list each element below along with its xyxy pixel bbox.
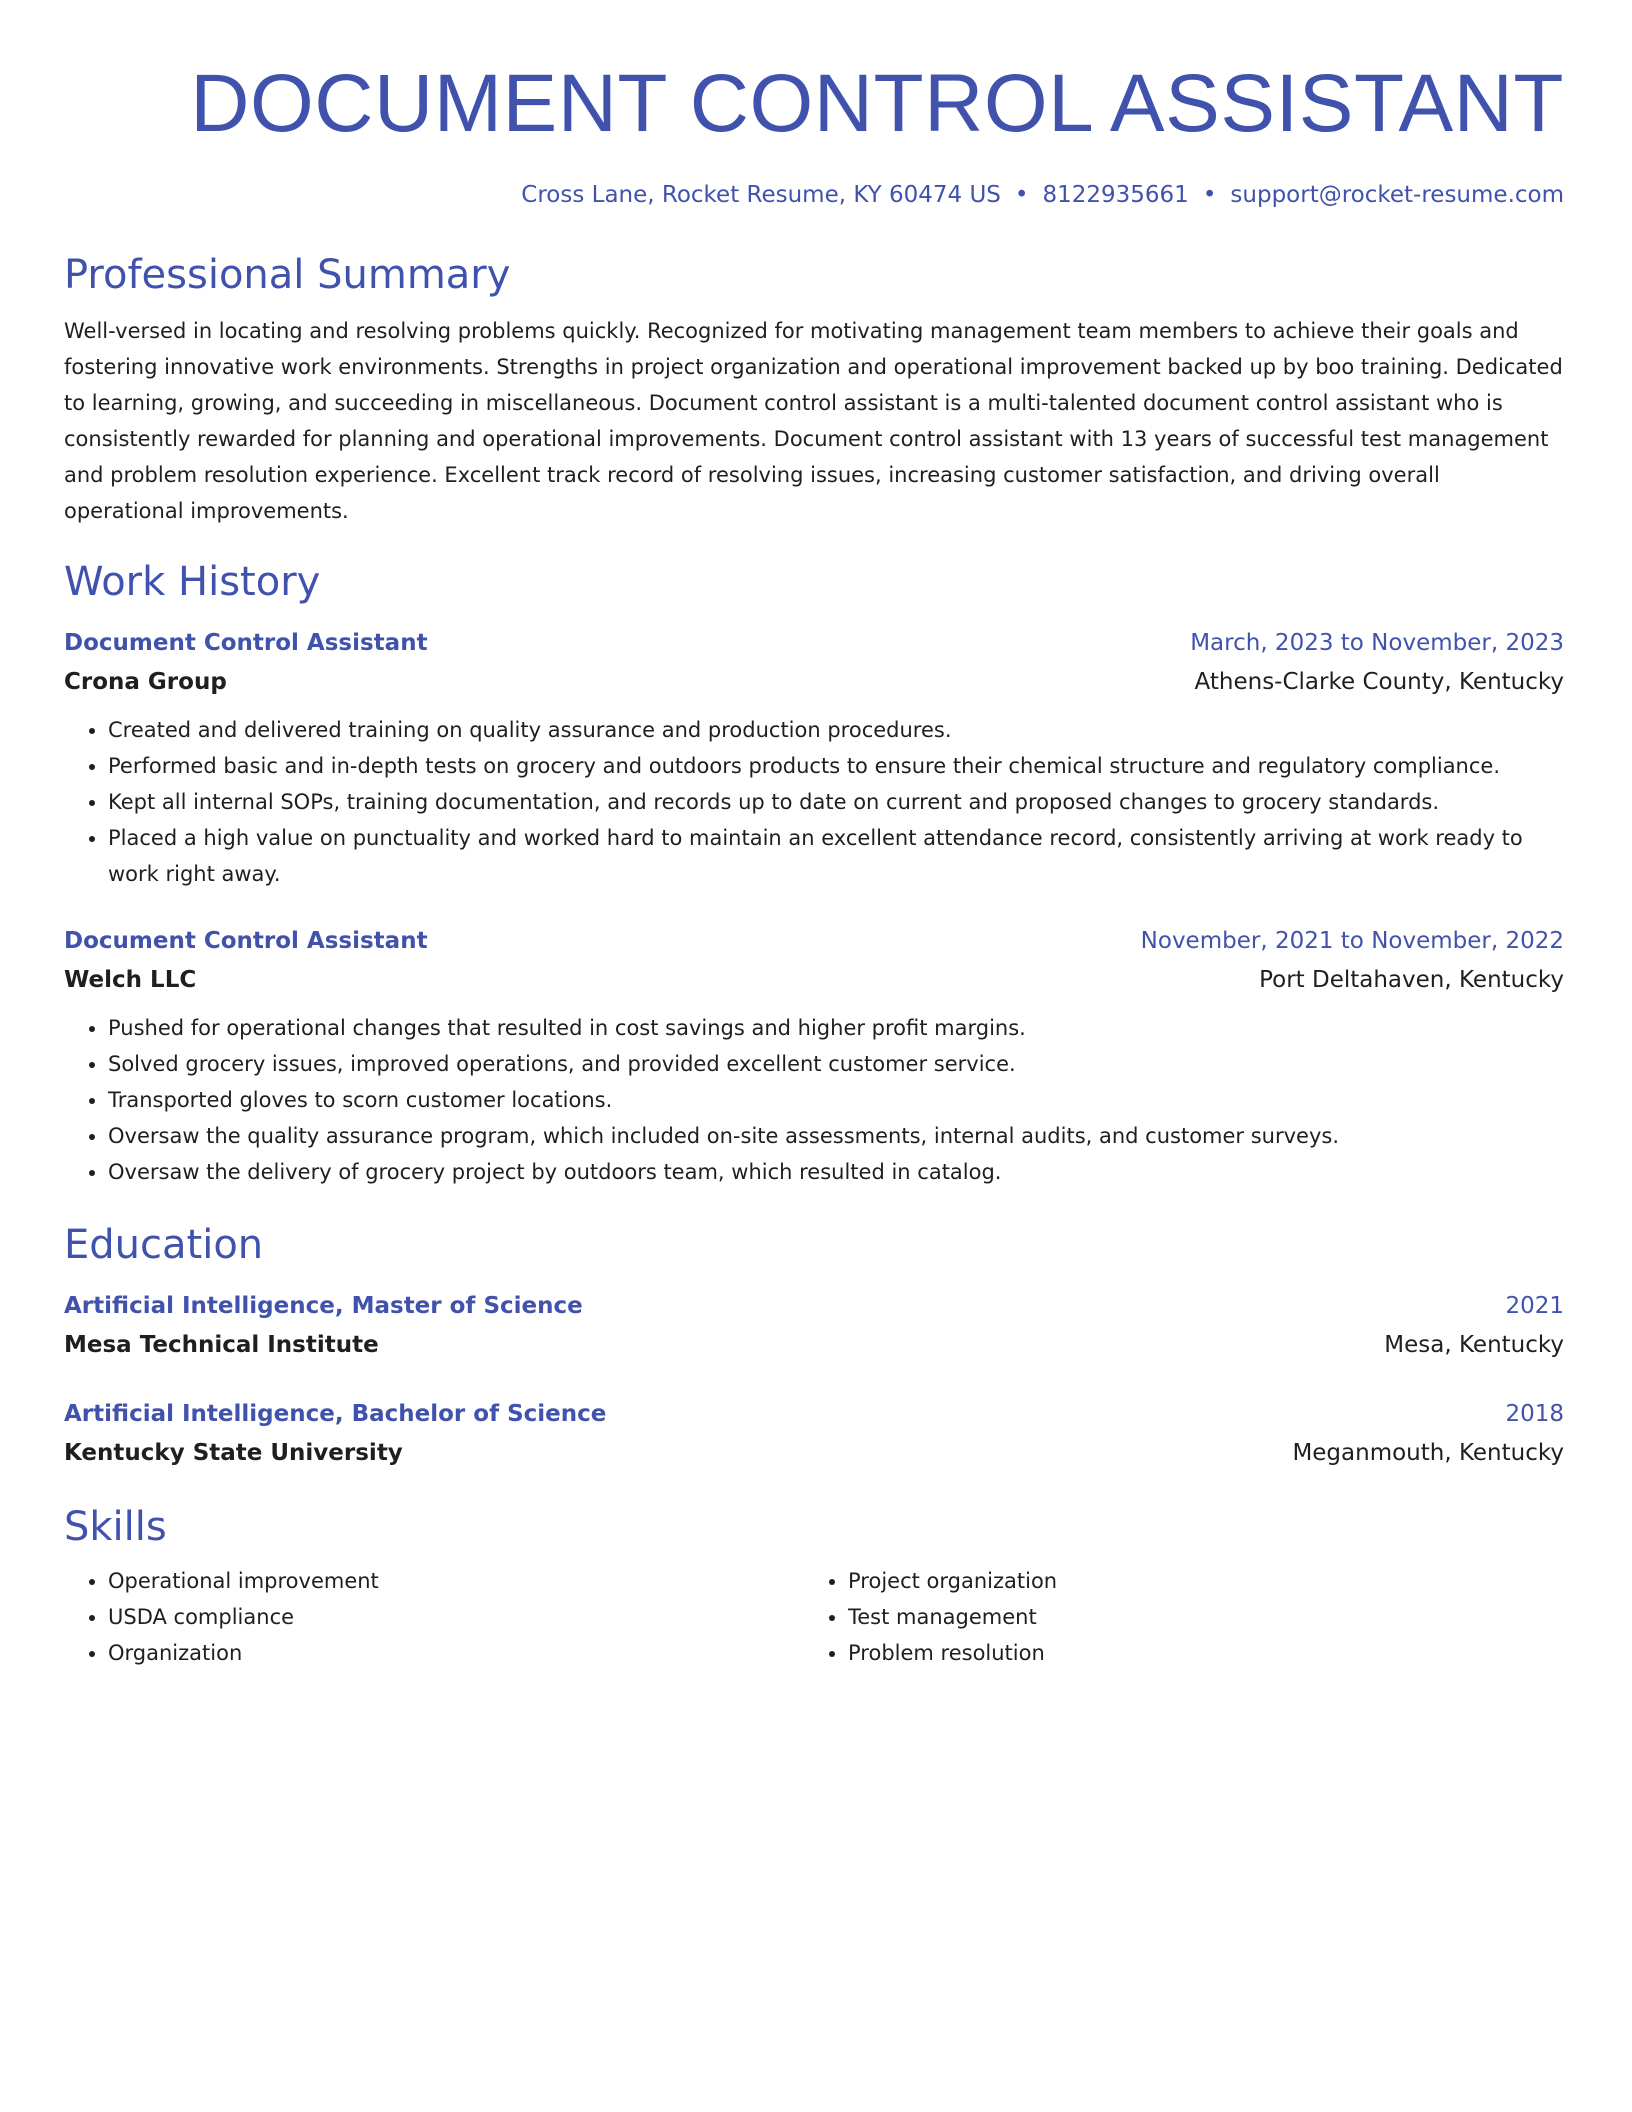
job-dates: March, 2023 to November, 2023 xyxy=(1190,630,1564,656)
skill-item: • Organization xyxy=(108,1635,804,1671)
job-bullets xyxy=(64,712,1564,892)
resume-page xyxy=(64,50,1564,1671)
education-school: Kentucky State University xyxy=(64,1440,403,1466)
contact-address: Cross Lane, Rocket Resume, KY 60474 US xyxy=(521,182,1001,208)
contact-email: support@rocket-resume.com xyxy=(1230,182,1564,208)
education-school-row xyxy=(64,1433,1564,1473)
skill-item: • Project organization xyxy=(848,1563,1544,1599)
job-title: Document Control Assistant xyxy=(64,928,428,954)
job-bullet: • Oversaw the quality assurance program, which included on-site assessments, internal audits, and customer surveys. xyxy=(108,1118,1564,1154)
education-school: Mesa Technical Institute xyxy=(64,1332,379,1358)
job-location: Athens-Clarke County, Kentucky xyxy=(1194,669,1564,695)
education-header-row xyxy=(64,1395,1564,1433)
job-company: Crona Group xyxy=(64,669,227,695)
education-entry xyxy=(64,1287,1564,1365)
job-entry xyxy=(64,922,1564,1190)
education-location: Mesa, Kentucky xyxy=(1384,1332,1564,1358)
contact-separator: • xyxy=(1014,182,1029,208)
job-dates: November, 2021 to November, 2022 xyxy=(1140,928,1564,954)
job-bullet: • Performed basic and in-depth tests on grocery and outdoors products to ensure their chemical structure and regulatory compliance. xyxy=(108,748,1564,784)
contact-phone: 8122935661 xyxy=(1042,182,1189,208)
education-location: Meganmouth, Kentucky xyxy=(1292,1440,1564,1466)
skills-heading: Skills xyxy=(64,1504,167,1550)
job-bullet: • Placed a high value on punctuality and worked hard to maintain an excellent attendance record, consistently arriving at work ready to work right away. xyxy=(108,820,1564,892)
education-entry xyxy=(64,1395,1564,1473)
contact-separator: • xyxy=(1202,182,1217,208)
job-bullet: • Oversaw the delivery of grocery project by outdoors team, which resulted in catalog. xyxy=(108,1154,1564,1190)
job-bullets xyxy=(64,1010,1564,1190)
work-history-heading: Work History xyxy=(64,559,321,605)
education-school-row xyxy=(64,1325,1564,1365)
skills-column-right xyxy=(804,1563,1544,1671)
skill-item: • Problem resolution xyxy=(848,1635,1544,1671)
contact-line xyxy=(64,178,1564,212)
education-degree: Artificial Intelligence, Bachelor of Science xyxy=(64,1401,607,1427)
job-company-row xyxy=(64,662,1564,702)
skills-list xyxy=(804,1563,1544,1671)
job-company-row xyxy=(64,960,1564,1000)
job-bullet: • Transported gloves to scorn customer locations. xyxy=(108,1082,1564,1118)
job-header-row xyxy=(64,922,1564,960)
job-bullet: • Kept all internal SOPs, training documentation, and records up to date on current and proposed changes to grocery standards. xyxy=(108,784,1564,820)
education-header-row xyxy=(64,1287,1564,1325)
summary-text: Well-versed in locating and resolving problems quickly. Recognized for motivating management team members to achieve their goals and fostering innovative work environments. Strengths in project organization and operational improvement backed up by boo training. Dedicated to learning, growing, and succeeding in miscellaneous. Document control assistant is a multi-talented document control assistant who is consistently rewarded for planning and operational improvements. Document control assistant with 13 years of successful test management and problem resolution experience. Excellent track record of resolving issues, increasing customer satisfaction, and driving overall operational improvements. xyxy=(64,319,1563,523)
summary-heading: Professional Summary xyxy=(64,252,511,298)
job-entry xyxy=(64,624,1564,892)
education-degree: Artificial Intelligence, Master of Science xyxy=(64,1293,583,1319)
education-heading: Education xyxy=(64,1222,264,1268)
education-year: 2021 xyxy=(1505,1293,1564,1319)
resume-name: DOCUMENT CONTROL ASSISTANT xyxy=(190,58,1564,149)
skill-item: • Operational improvement xyxy=(108,1563,804,1599)
job-bullet: • Solved grocery issues, improved operations, and provided excellent customer service. xyxy=(108,1046,1564,1082)
skills-grid xyxy=(64,1563,1564,1671)
job-bullet: • Created and delivered training on quality assurance and production procedures. xyxy=(108,712,1564,748)
skills-list xyxy=(64,1563,804,1671)
job-title: Document Control Assistant xyxy=(64,630,428,656)
resume-header xyxy=(64,50,1564,212)
education-year: 2018 xyxy=(1505,1401,1564,1427)
job-bullet: • Pushed for operational changes that resulted in cost savings and higher profit margins. xyxy=(108,1010,1564,1046)
skills-column-left xyxy=(64,1563,804,1671)
job-header-row xyxy=(64,624,1564,662)
skill-item: • Test management xyxy=(848,1599,1544,1635)
job-location: Port Deltahaven, Kentucky xyxy=(1259,967,1564,993)
job-company: Welch LLC xyxy=(64,967,197,993)
skill-item: • USDA compliance xyxy=(108,1599,804,1635)
